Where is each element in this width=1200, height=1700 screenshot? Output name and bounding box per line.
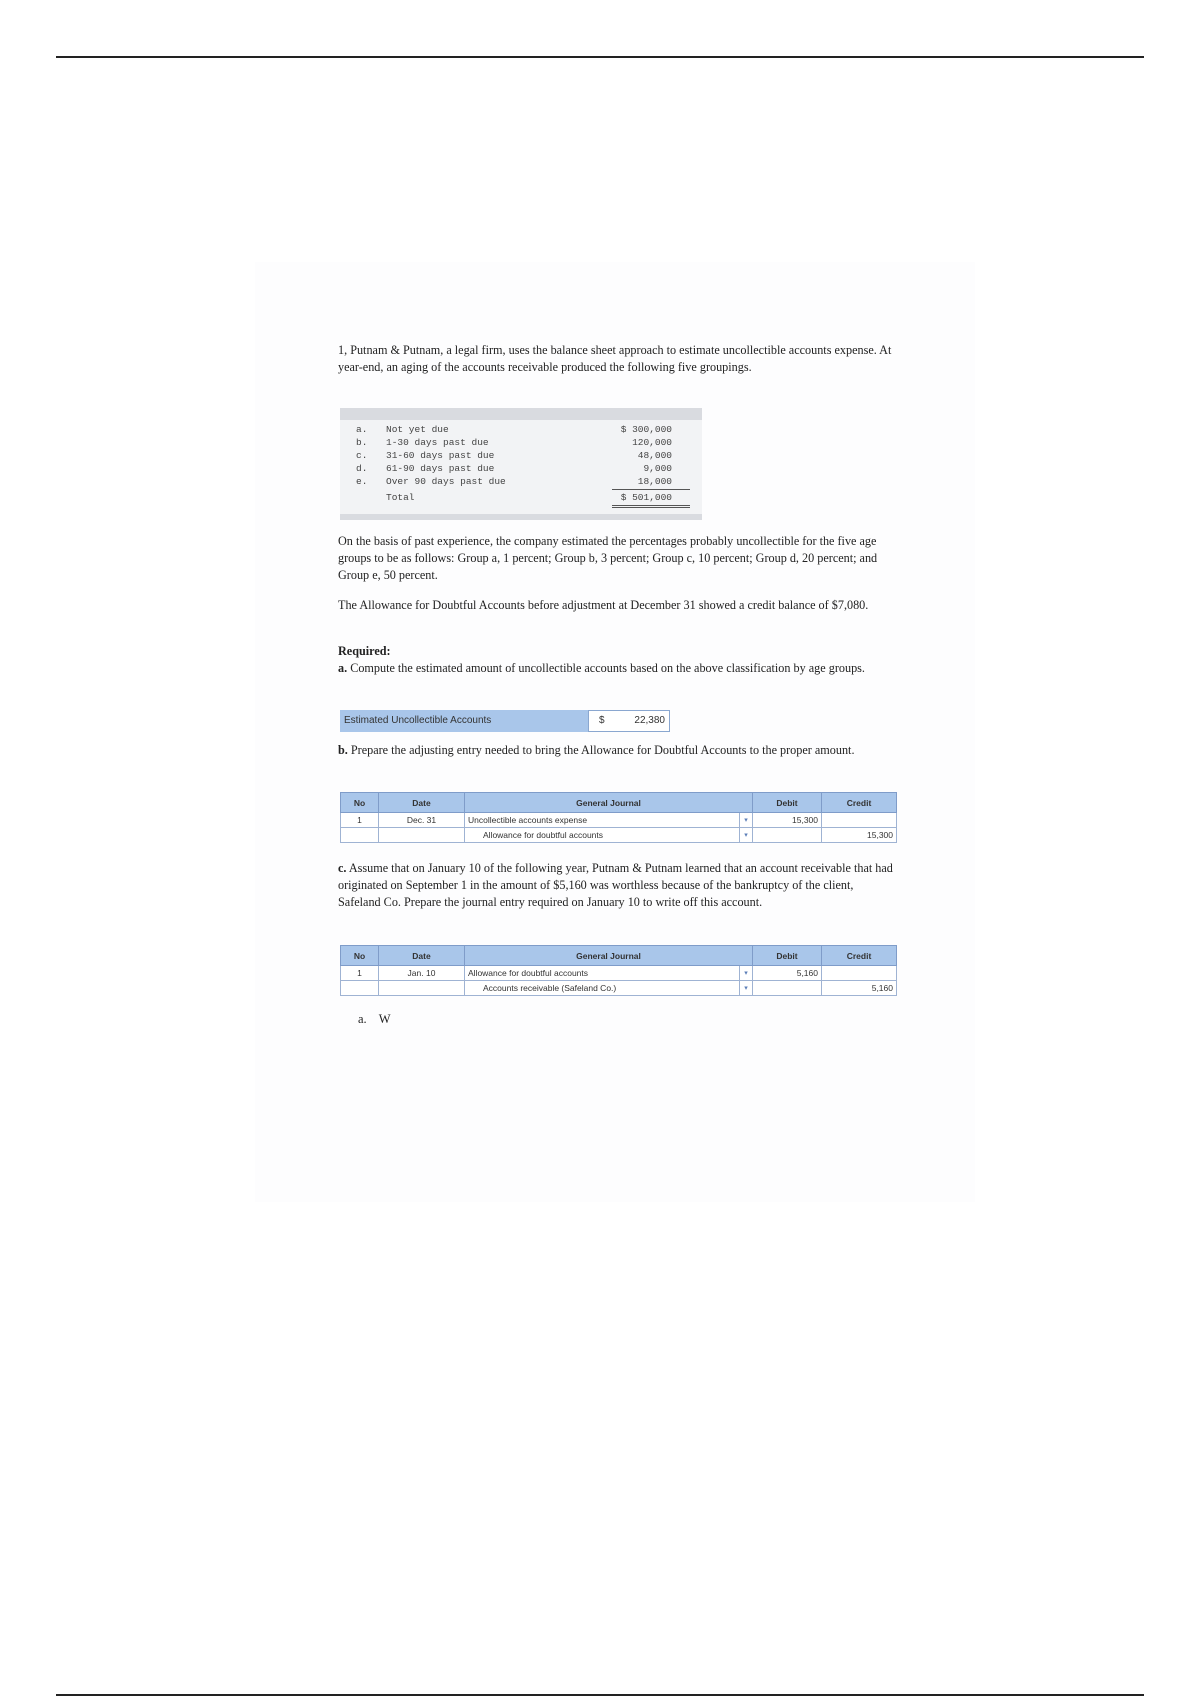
- table-row: [341, 813, 897, 828]
- aging-row: e. Over 90 days past due 18,000: [356, 476, 672, 487]
- table-row: [341, 966, 897, 981]
- part-c: [338, 860, 898, 911]
- estimate-label: Estimated Uncollectible Accounts: [340, 710, 588, 732]
- estimated-uncollectible-row: [340, 710, 670, 732]
- entry-date[interactable]: Dec. 31: [379, 813, 465, 828]
- part-b: [338, 742, 898, 759]
- aging-table: [340, 408, 702, 520]
- col-date: Date: [379, 946, 465, 966]
- col-general-journal: General Journal: [465, 793, 753, 813]
- total-double-underline: [612, 505, 690, 506]
- col-date: Date: [379, 793, 465, 813]
- debit-input[interactable]: [753, 828, 822, 843]
- journal-table-b: [340, 792, 897, 843]
- part-c-letter: c.: [338, 861, 347, 875]
- entry-no: 1: [341, 966, 379, 981]
- table-row: [341, 828, 897, 843]
- account-select[interactable]: Allowance for doubtful accounts: [465, 966, 740, 981]
- currency-symbol: $: [599, 715, 605, 726]
- account-select[interactable]: Uncollectible accounts expense: [465, 813, 740, 828]
- trailing-text: W: [378, 1012, 391, 1026]
- credit-input[interactable]: 15,300: [822, 828, 897, 843]
- part-c-text: Assume that on January 10 of the following year, Putnam & Putnam learned that an account receivable that had originated on September 1 in the amount of $5,160 was worthless because of the bankruptcy of the client, Safeland Co. Prepare the journal entry required on January 10 to write off this account.: [338, 861, 893, 909]
- aging-row: b. 1-30 days past due 120,000: [356, 437, 672, 448]
- chevron-down-icon[interactable]: ▾: [740, 828, 753, 843]
- estimate-value: 22,380: [634, 715, 665, 726]
- entry-no: [341, 828, 379, 843]
- account-select[interactable]: Accounts receivable (Safeland Co.): [465, 981, 740, 996]
- chevron-down-icon[interactable]: ▾: [740, 981, 753, 996]
- entry-date[interactable]: Jan. 10: [379, 966, 465, 981]
- bottom-rule: [56, 1694, 1144, 1696]
- trailing-marker: a.: [358, 1012, 367, 1026]
- required-section: [338, 643, 898, 677]
- col-general-journal: General Journal: [465, 946, 753, 966]
- table-row: [341, 981, 897, 996]
- credit-input[interactable]: [822, 966, 897, 981]
- estimate-input[interactable]: [588, 710, 670, 732]
- part-b-letter: b.: [338, 743, 348, 757]
- journal-header: [341, 793, 897, 813]
- debit-input[interactable]: 15,300: [753, 813, 822, 828]
- part-b-text: Prepare the adjusting entry needed to bring the Allowance for Doubtful Accounts to the proper amount.: [347, 743, 855, 757]
- aging-total-row: Total $ 501,000: [386, 492, 672, 503]
- credit-input[interactable]: 5,160: [822, 981, 897, 996]
- part-a-letter: a.: [338, 661, 348, 675]
- entry-no: 1: [341, 813, 379, 828]
- col-no: No: [341, 946, 379, 966]
- chevron-down-icon[interactable]: ▾: [740, 966, 753, 981]
- entry-no: [341, 981, 379, 996]
- top-rule: [56, 56, 1144, 58]
- account-select[interactable]: Allowance for doubtful accounts: [465, 828, 740, 843]
- chevron-down-icon[interactable]: ▾: [740, 813, 753, 828]
- col-no: No: [341, 793, 379, 813]
- total-underline: [612, 489, 690, 490]
- entry-date[interactable]: [379, 828, 465, 843]
- aging-row: d. 61-90 days past due 9,000: [356, 463, 672, 474]
- required-heading: Required:: [338, 644, 391, 658]
- debit-input[interactable]: 5,160: [753, 966, 822, 981]
- aging-row: c. 31-60 days past due 48,000: [356, 450, 672, 461]
- col-debit: Debit: [753, 946, 822, 966]
- trailing-note: [358, 1012, 391, 1027]
- debit-input[interactable]: [753, 981, 822, 996]
- allowance-paragraph: The Allowance for Doubtful Accounts before adjustment at December 31 showed a credit balance of $7,080.: [338, 598, 869, 612]
- journal-table-c: [340, 945, 897, 996]
- problem-intro: 1, Putnam & Putnam, a legal firm, uses the balance sheet approach to estimate uncollectible accounts expense. At year-end, an aging of the accounts receivable produced the following five groupings.: [338, 343, 892, 374]
- credit-input[interactable]: [822, 813, 897, 828]
- col-debit: Debit: [753, 793, 822, 813]
- embedded-screenshot: [255, 262, 975, 1202]
- aging-row: a. Not yet due $ 300,000: [356, 424, 672, 435]
- part-a-text: Compute the estimated amount of uncollectible accounts based on the above classification by age groups.: [347, 661, 865, 675]
- col-credit: Credit: [822, 793, 897, 813]
- percentages-paragraph: On the basis of past experience, the company estimated the percentages probably uncollectible for the five age groups to be as follows: Group a, 1 percent; Group b, 3 percent; Group c, 10 percent; Group d, 20 percent; and Group e, 50 percent.: [338, 534, 878, 582]
- journal-header: [341, 946, 897, 966]
- entry-date[interactable]: [379, 981, 465, 996]
- col-credit: Credit: [822, 946, 897, 966]
